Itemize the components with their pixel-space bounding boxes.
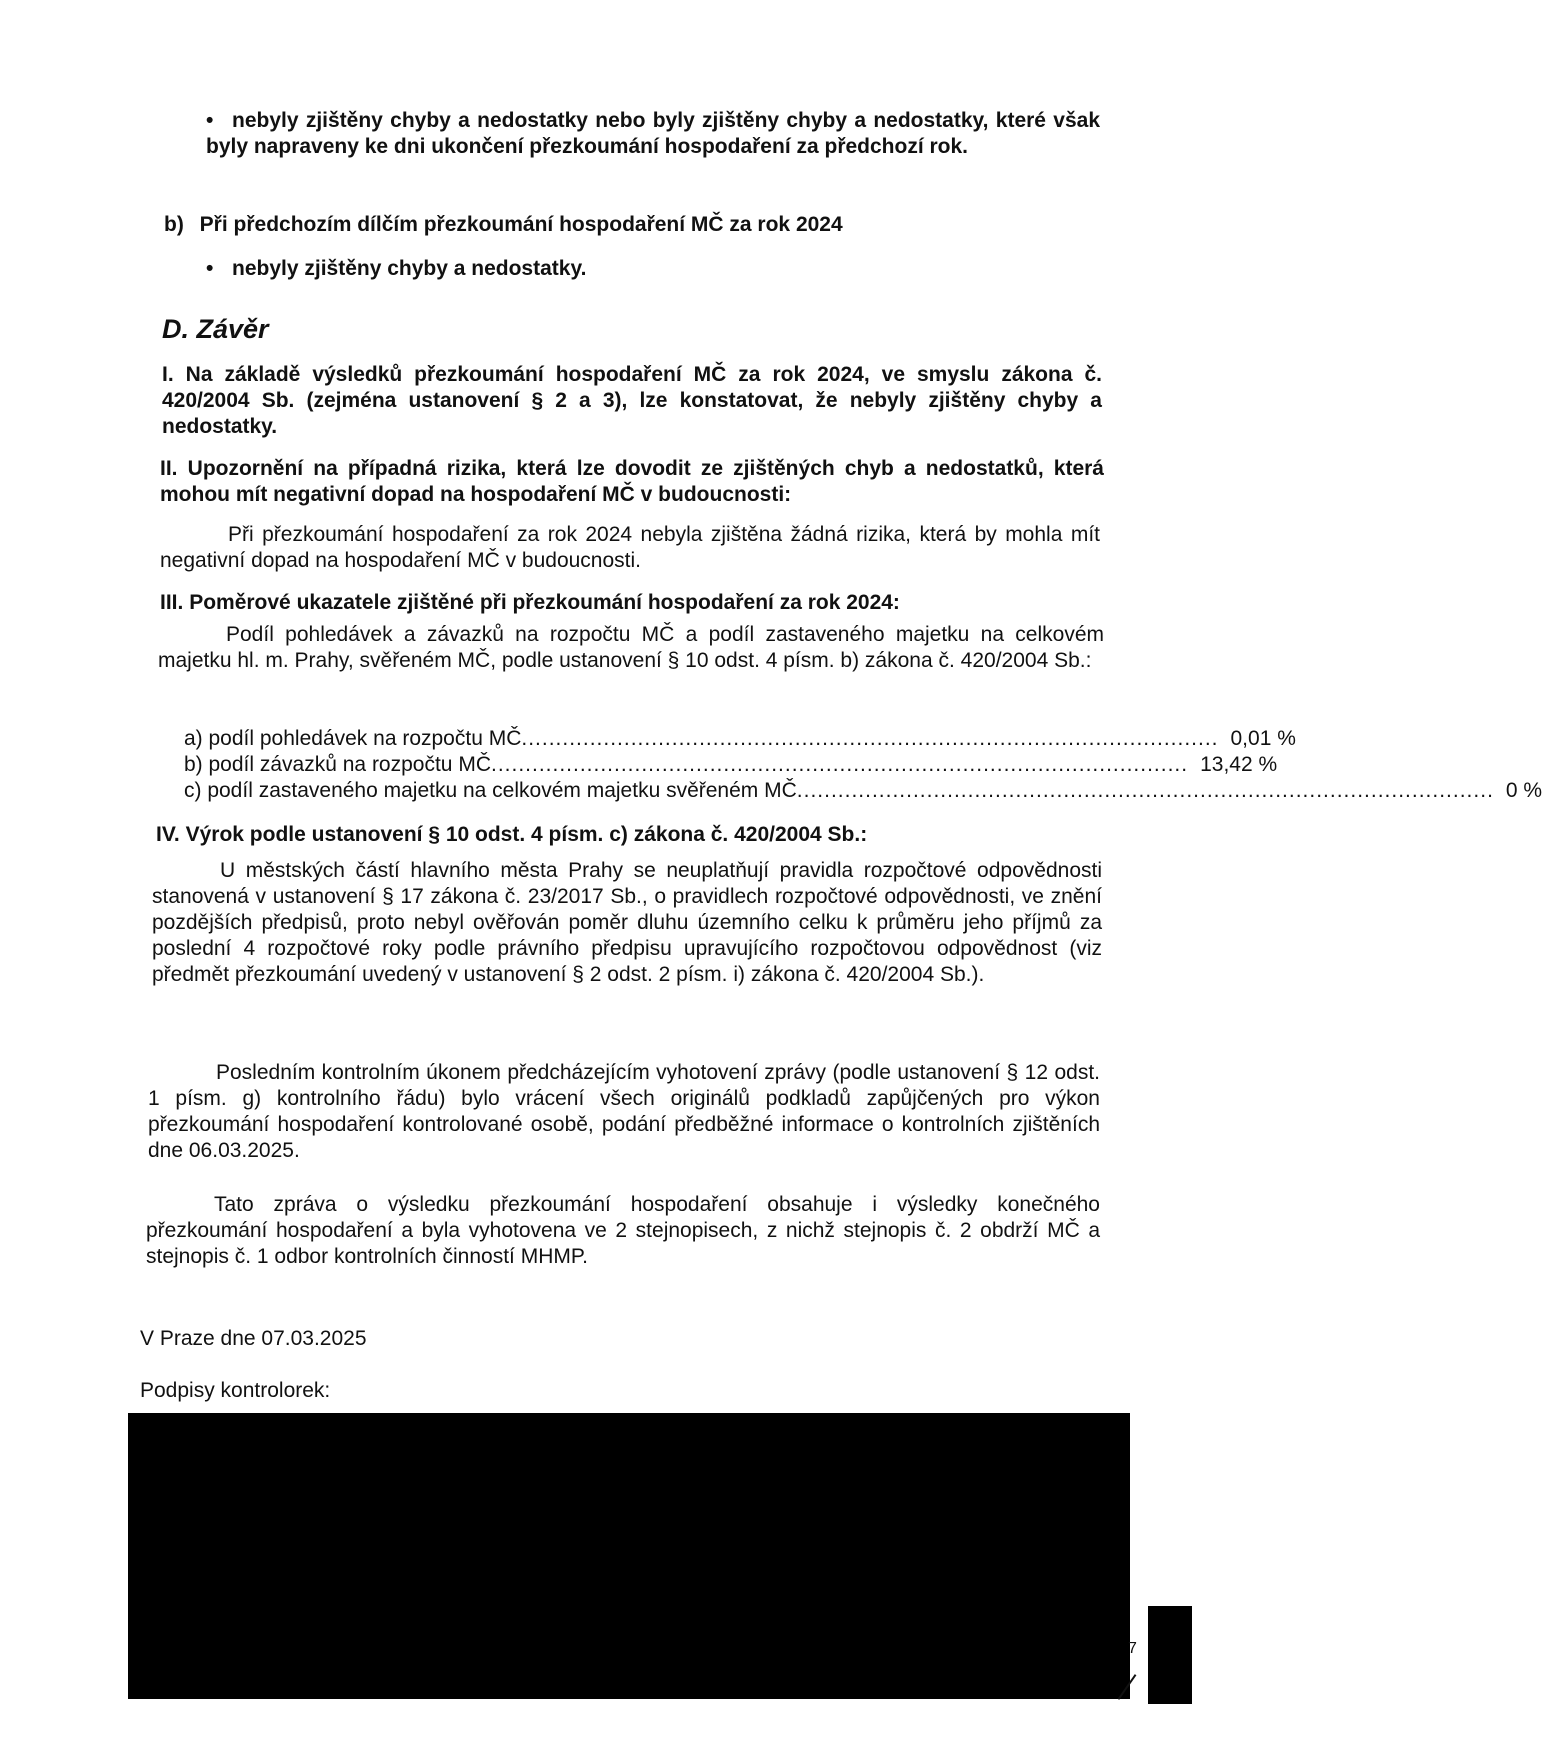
ratio-label: c) podíl zastaveného majetku na celkovém majetku svěřeném MČ — [184, 779, 797, 802]
item-i — [162, 362, 1102, 440]
item-iv-num: IV. — [156, 823, 180, 846]
top-bullet-text: nebyly zjištěny chyby a nedostatky nebo byly zjištěny chyby a nedostatky, které však byly napraveny ke dni ukončení přezkoumání hospodaření za předchozí rok. — [206, 109, 1100, 158]
place-date: V Praze dne 07.03.2025 — [140, 1327, 367, 1350]
section-b-bullet — [206, 256, 906, 282]
page-number: 7 — [1128, 1640, 1137, 1657]
section-b — [164, 212, 1104, 238]
leader-dots: ...................................................................................................... — [490, 753, 1189, 776]
item-iii-heading-text: Poměrové ukazatele zjištěné při přezkoumání hospodaření za rok 2024: — [189, 591, 900, 614]
ratio-label: a) podíl pohledávek na rozpočtu MČ — [184, 727, 522, 750]
section-b-label: b) — [164, 213, 184, 236]
redacted-signature-block — [128, 1413, 1130, 1699]
leader-dots: ...................................................................................................... — [521, 727, 1219, 750]
top-bullet — [206, 108, 1100, 160]
last-action-paragraph: Posledním kontrolním úkonem předcházejícím vyhotovení zprávy (podle ustanovení § 12 odst. 1 písm. g) kontrolního řádu) bylo vrácení všech originálů podkladů zapůjčených pro výkon přezkoumání hospodaření kontrolované osobě, podání předběžné informace o kontrolních zjištěních dne 06.03.2025. — [148, 1061, 1100, 1162]
item-ii-heading-text: Upozornění na případná rizika, která lze dovodit ze zjištěných chyb a nedostatků, která mohou mít negativní dopad na hospodaření MČ v budoucnosti: — [160, 457, 1104, 506]
item-iii-body: Podíl pohledávek a závazků na rozpočtu MČ a podíl zastaveného majetku na celkovém majetku hl. m. Prahy, svěřeném MČ, podle ustanovení § 10 odst. 4 písm. b) zákona č. 420/2004 Sb.: — [158, 623, 1104, 672]
item-iv-heading — [156, 822, 1100, 848]
redacted-margin-mark — [1148, 1606, 1192, 1704]
ratio-list — [184, 726, 1542, 804]
section-b-text: Při předchozím dílčím přezkoumání hospodaření MČ za rok 2024 — [199, 213, 843, 236]
item-ii-num: II. — [160, 457, 178, 480]
item-ii-heading — [160, 456, 1104, 508]
ratio-value: 0,01 % — [1230, 727, 1296, 750]
ratio-value: 0 % — [1505, 779, 1542, 802]
item-i-num: I. — [162, 363, 174, 386]
section-heading-d: D. Závěr — [162, 314, 269, 344]
item-iii-heading — [160, 590, 1104, 616]
ratio-row — [184, 752, 1278, 778]
ratio-row — [184, 778, 1542, 804]
bullet-marker: • — [206, 257, 214, 280]
item-ii-body: Při přezkoumání hospodaření za rok 2024 nebyla zjištěna žádná rizika, která by mohla mít negativní dopad na hospodaření MČ v budoucnosti. — [160, 523, 1100, 572]
section-b-bullet-text: nebyly zjištěny chyby a nedostatky. — [232, 257, 587, 280]
item-i-text: Na základě výsledků přezkoumání hospodaření MČ za rok 2024, ve smyslu zákona č. 420/2004 Sb. (zejména ustanovení § 2 a 3), lze konstatovat, že nebyly zjištěny chyby a nedostatky. — [162, 363, 1102, 438]
ratio-value: 13,42 % — [1200, 753, 1278, 776]
signatures-label: Podpisy kontrolorek: — [140, 1379, 331, 1402]
item-iv-heading-text: Výrok podle ustanovení § 10 odst. 4 písm. c) zákona č. 420/2004 Sb.: — [185, 823, 868, 846]
item-iii-num: III. — [160, 591, 184, 614]
item-iv-body: U městských částí hlavního města Prahy se neuplatňují pravidla rozpočtové odpovědnosti stanovená v ustanovení § 17 zákona č. 23/2017 Sb., o pravidlech rozpočtové odpovědnosti, ve znění pozdějších předpisů, proto nebyl ověřován poměr dluhu územního celku k průměru jeho příjmů za poslední 4 rozpočtové roky podle právního předpisu upravujícího rozpočtovou odpovědnost (viz předmět přezkoumání uvedený v ustanovení § 2 odst. 2 písm. i) zákona č. 420/2004 Sb.). — [152, 859, 1102, 986]
leader-dots: ...................................................................................................... — [796, 779, 1494, 802]
copies-paragraph: Tato zpráva o výsledku přezkoumání hospodaření obsahuje i výsledky konečného přezkoumání hospodaření a byla vyhotovena ve 2 stejnopisech, z nichž stejnopis č. 2 obdrží MČ a stejnopis č. 1 odbor kontrolních činností MHMP. — [146, 1193, 1100, 1268]
ratio-row — [184, 726, 1296, 752]
ratio-label: b) podíl závazků na rozpočtu MČ — [184, 753, 491, 776]
bullet-marker: • — [206, 109, 214, 132]
